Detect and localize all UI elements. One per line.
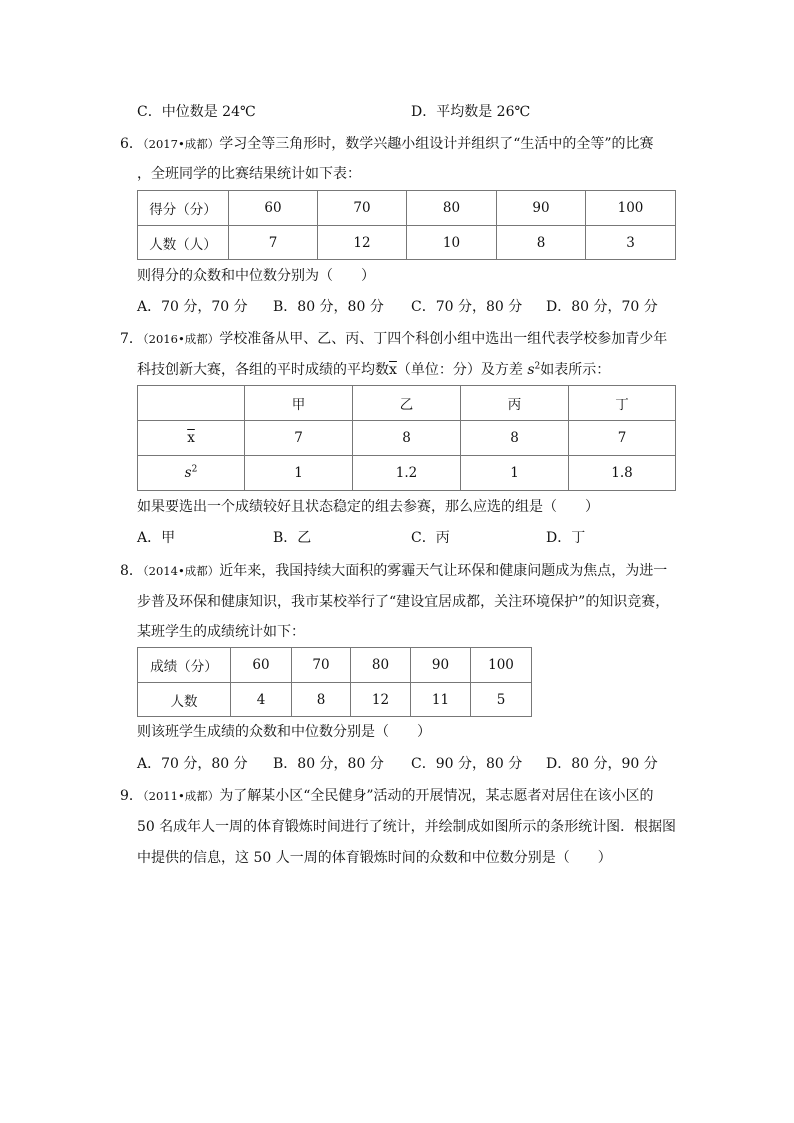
q8-table-cell: 100: [471, 648, 532, 683]
q7-line2: [137, 360, 610, 380]
q8-table-cell: 4: [231, 683, 292, 717]
q7-table-row-variance: [138, 456, 676, 491]
q6-table: [137, 190, 676, 260]
q6-table-cell: 10: [407, 226, 497, 260]
q7-table-variance-sup: 2: [191, 464, 198, 475]
q7-table: [137, 385, 676, 491]
q7-table-header: 甲: [245, 386, 353, 421]
q6-number: 6．: [120, 136, 143, 152]
q7-variance-symbol: s: [527, 362, 535, 378]
q7-line1: [120, 329, 667, 349]
q7-table-cell: 1: [245, 456, 353, 491]
q7-number: 7．: [120, 331, 143, 347]
q8-table: [137, 647, 532, 717]
q6-option-c: C．70 分，80 分: [411, 299, 523, 315]
q6-table-cell: 60: [229, 191, 318, 226]
q7-table-header: 丁: [569, 386, 676, 421]
q6-table-cell: 8: [497, 226, 586, 260]
q6-option-b: B．80 分，80 分: [273, 299, 384, 315]
q7-question: 如果要选出一个成绩较好且状态稳定的组去参赛，那么应选的组是（ ）: [137, 499, 599, 515]
q8-line2: 步普及环保和健康知识，我市某校举行了“建设宜居成都，关注环境保护”的知识竞赛，: [137, 594, 670, 610]
q8-table-header-score: 成绩（分）: [138, 648, 231, 683]
q7-table-header: 乙: [353, 386, 461, 421]
q7-table-variance-label: [138, 456, 245, 491]
q7-table-cell: 1: [461, 456, 569, 491]
q8-table-header-count: 人数: [138, 683, 231, 717]
q8-option-a: A．70 分，80 分: [137, 756, 248, 772]
q6-question: 则得分的众数和中位数分别为（ ）: [137, 268, 375, 284]
q5-option-d: D．平均数是 26℃: [411, 104, 531, 120]
q7-table-cell: 8: [353, 421, 461, 456]
q8-table-row-count: [138, 683, 532, 717]
q8-table-cell: 70: [292, 648, 351, 683]
q7-table-header: 丙: [461, 386, 569, 421]
q7-option-c: C．丙: [411, 530, 450, 546]
q6-table-row-count: [138, 226, 676, 260]
q8-option-c: C．90 分，80 分: [411, 756, 523, 772]
q6-option-d: D．80 分，70 分: [546, 299, 658, 315]
q9-line1: [120, 786, 654, 806]
q9-line3: 中提供的信息，这 50 人一周的体育锻炼时间的众数和中位数分别是（ ）: [137, 850, 612, 866]
q8-table-cell: 11: [411, 683, 471, 717]
q7-table-row-mean: [138, 421, 676, 456]
q8-table-cell: 5: [471, 683, 532, 717]
q8-line1: [120, 561, 667, 581]
q6-table-header-count: 人数（人）: [138, 226, 229, 260]
q7-source: （2016•成都）: [142, 332, 220, 346]
q9-text1: 为了解某小区“全民健身”活动的开展情况，某志愿者对居住在该小区的: [219, 788, 654, 804]
q6-line2: ，全班同学的比赛结果统计如下表：: [137, 166, 361, 182]
q7-variance-sup: 2: [534, 361, 541, 372]
q7-option-a: A．甲: [137, 530, 176, 546]
q8-line3: 某班学生的成绩统计如下：: [137, 624, 305, 640]
q6-table-cell: 80: [407, 191, 497, 226]
q6-table-cell: 70: [318, 191, 407, 226]
q8-table-cell: 60: [231, 648, 292, 683]
q6-table-cell: 100: [586, 191, 676, 226]
q6-line1: [120, 134, 654, 154]
q8-table-cell: 80: [351, 648, 411, 683]
q8-option-d: D．80 分，90 分: [546, 756, 658, 772]
q6-table-header-score: 得分（分）: [138, 191, 229, 226]
q7-text2b: （单位：分）及方差: [396, 362, 528, 378]
q7-text2c: 如表所示：: [540, 362, 611, 378]
q8-number: 8．: [120, 563, 143, 579]
q8-table-cell: 8: [292, 683, 351, 717]
q6-source: （2017•成都）: [142, 137, 220, 151]
q7-mean-symbol: $\overline{x}$: [389, 362, 397, 378]
q6-table-cell: 90: [497, 191, 586, 226]
q6-text1: 学习全等三角形时，数学兴趣小组设计并组织了“生活中的全等”的比赛: [219, 136, 654, 152]
q7-option-d: D．丁: [546, 530, 586, 546]
q8-question: 则该班学生成绩的众数和中位数分别是（ ）: [137, 724, 431, 740]
q7-table-corner: [138, 386, 245, 421]
q7-table-cell: 7: [245, 421, 353, 456]
q7-table-mean-symbol: $\overline{x}$: [187, 430, 195, 446]
q7-text1: 学校准备从甲、乙、丙、丁四个科创小组中选出一组代表学校参加青少年: [219, 331, 668, 347]
q6-option-a: A．70 分，70 分: [137, 299, 248, 315]
q7-table-cell: 7: [569, 421, 676, 456]
q8-option-b: B．80 分，80 分: [273, 756, 384, 772]
q6-table-cell: 3: [586, 226, 676, 260]
q8-table-row-score: [138, 648, 532, 683]
q8-text1: 近年来，我国持续大面积的雾霾天气让环保和健康问题成为焦点，为进一: [219, 563, 668, 579]
q8-table-cell: 12: [351, 683, 411, 717]
q7-table-cell: 1.2: [353, 456, 461, 491]
q6-table-row-score: [138, 191, 676, 226]
q7-text2a: 科技创新大赛，各组的平时成绩的平均数: [137, 362, 389, 378]
q5-option-c: C．中位数是 24℃: [137, 104, 256, 120]
q7-table-mean-label: [138, 421, 245, 456]
q7-table-variance-symbol: s: [184, 465, 192, 481]
q7-table-cell: 1.8: [569, 456, 676, 491]
q7-table-cell: 8: [461, 421, 569, 456]
q8-source: （2014•成都）: [142, 564, 220, 578]
q7-table-row-header: [138, 386, 676, 421]
q6-table-cell: 12: [318, 226, 407, 260]
q8-table-cell: 90: [411, 648, 471, 683]
q9-source: （2011•成都）: [142, 789, 220, 803]
q9-number: 9．: [120, 788, 143, 804]
q7-option-b: B．乙: [273, 530, 312, 546]
q9-line2: 50 名成年人一周的体育锻炼时间进行了统计，并绘制成如图所示的条形统计图．根据图: [137, 819, 677, 835]
q6-table-cell: 7: [229, 226, 318, 260]
